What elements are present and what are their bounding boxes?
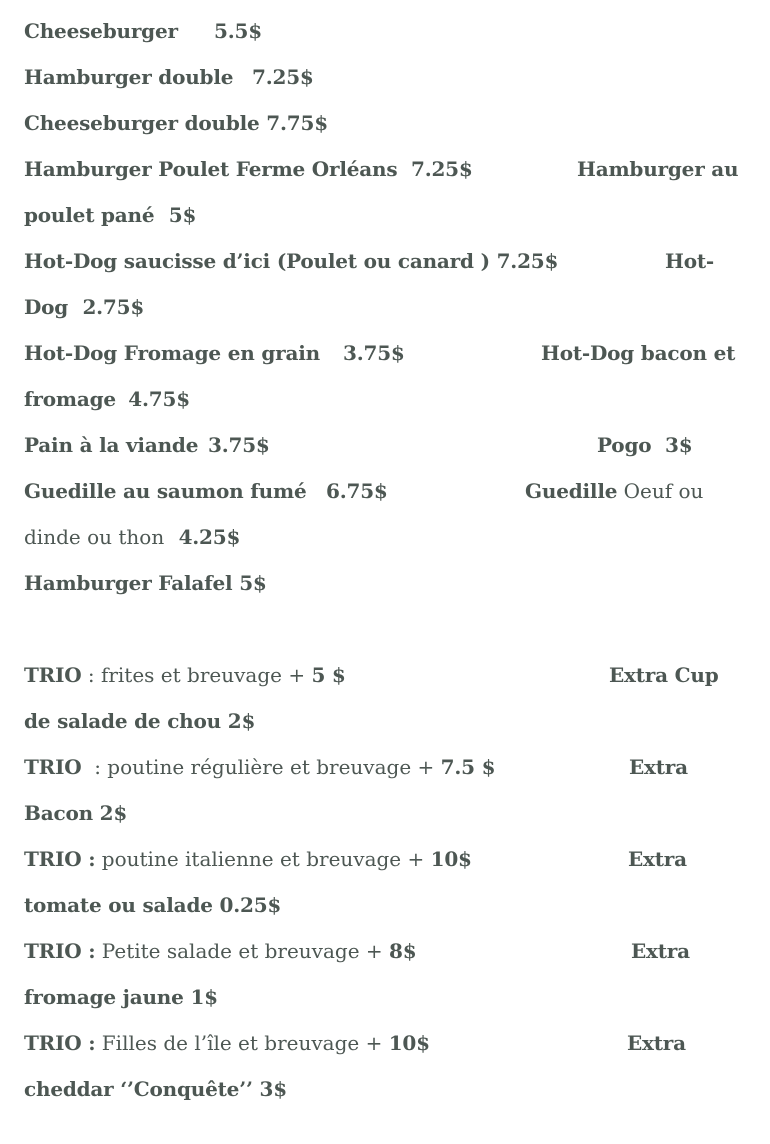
item-price: 2.75$: [82, 295, 145, 319]
item-name: Guedille au saumon fumé: [24, 479, 307, 503]
extra-text: cheddar ‘’Conquête’’ 3$: [24, 1077, 287, 1101]
extra-fromage-jaune: [24, 974, 746, 1020]
menu-item-guedille-saumon: [24, 468, 746, 514]
item-name: Hot-Dog Fromage en grain: [24, 341, 320, 365]
extra-tomate-salade: [24, 882, 746, 928]
trio-text: Petite salade et breuvage +: [95, 939, 390, 963]
item-name: poulet pané: [24, 203, 155, 227]
trio-price: 10$: [430, 847, 472, 871]
item-price: 4.75$: [128, 387, 190, 411]
trio-label: TRIO :: [24, 939, 96, 963]
extra-text: Extra: [628, 847, 687, 871]
trio-filles-ile: [24, 1020, 746, 1066]
trio-label: TRIO :: [24, 1031, 96, 1055]
trio-petite-salade: [24, 928, 746, 974]
trio-label: TRIO: [24, 755, 82, 779]
menu-item-falafel: [24, 560, 746, 606]
trio-price: 10$: [388, 1031, 430, 1055]
trio-text: : poutine régulière et breuvage +: [81, 755, 441, 779]
extra-text: Extra Cup: [609, 663, 719, 687]
extra-cheddar: [24, 1066, 746, 1112]
extra-text: Extra: [627, 1031, 686, 1055]
trio-label: TRIO: [24, 663, 82, 687]
menu-item-dinde-thon: [24, 514, 746, 560]
item-desc-right: Oeuf ou: [617, 479, 704, 503]
item-text-right: Hamburger au: [577, 157, 739, 181]
extra-text: Extra: [631, 939, 690, 963]
item-name: Hamburger double: [24, 65, 234, 89]
item-price: 5.5$: [214, 19, 262, 43]
menu-item-bacon-fromage: [24, 376, 746, 422]
trio-text: poutine italienne et breuvage +: [95, 847, 431, 871]
extra-salade-chou: [24, 698, 746, 744]
menu-item-hot-dog-saucisse: [24, 238, 746, 284]
item-text-right: [525, 468, 703, 514]
item-price: 6.75$: [326, 479, 388, 503]
extra-text: fromage jaune 1$: [24, 985, 218, 1009]
item-price: 5$: [168, 203, 197, 227]
trio-poutine-italienne: [24, 836, 746, 882]
extra-text: Bacon 2$: [24, 801, 128, 825]
item-text: Hamburger Falafel 5$: [24, 571, 267, 595]
menu-item-cheeseburger-double: [24, 100, 746, 146]
item-price: 4.25$: [178, 525, 241, 549]
spacer: [24, 606, 746, 652]
menu-item-cheeseburger: [24, 8, 746, 54]
extra-bacon: [24, 790, 746, 836]
item-text-right: Hot-: [665, 249, 714, 273]
trio-text: Filles de l’île et breuvage +: [95, 1031, 389, 1055]
item-name-right: Guedille: [525, 479, 618, 503]
menu-list: [24, 8, 746, 1112]
trio-frites: [24, 652, 746, 698]
trio-price: 5 $: [311, 663, 346, 687]
menu-item-hamburger-poulet: [24, 146, 746, 192]
item-text: Cheeseburger double 7.75$: [24, 111, 328, 135]
extra-text: de salade de chou 2$: [24, 709, 256, 733]
menu-item-hot-dog-fromage: [24, 330, 746, 376]
extra-text: tomate ou salade 0.25$: [24, 893, 282, 917]
item-name: Cheeseburger: [24, 19, 178, 43]
item-text: Hamburger Poulet Ferme Orléans 7.25$: [24, 157, 473, 181]
menu-item-hot-dog: [24, 284, 746, 330]
item-name: dinde ou thon: [24, 525, 165, 549]
item-price-right: 3$: [665, 433, 693, 457]
item-price: 7.25$: [252, 65, 314, 89]
item-name: Dog: [24, 295, 69, 319]
item-name: Pain à la viande: [24, 433, 199, 457]
item-text-right: Hot-Dog bacon et: [541, 341, 736, 365]
trio-poutine-reguliere: [24, 744, 746, 790]
item-text: Hot-Dog saucisse d’ici (Poulet ou canard ) 7.25$: [24, 249, 559, 273]
trio-label: TRIO :: [24, 847, 96, 871]
extra-text: Extra: [629, 755, 688, 779]
trio-price: 8$: [389, 939, 417, 963]
menu-item-poulet-pane: [24, 192, 746, 238]
item-name-right: Pogo: [597, 433, 652, 457]
item-name: fromage: [24, 387, 116, 411]
menu-item-pain-viande: [24, 422, 746, 468]
trio-text: : frites et breuvage +: [81, 663, 312, 687]
item-price: 3.75$: [208, 433, 270, 457]
item-price: 3.75$: [343, 341, 405, 365]
menu-item-hamburger-double: [24, 54, 746, 100]
trio-price: 7.5 $: [440, 755, 496, 779]
